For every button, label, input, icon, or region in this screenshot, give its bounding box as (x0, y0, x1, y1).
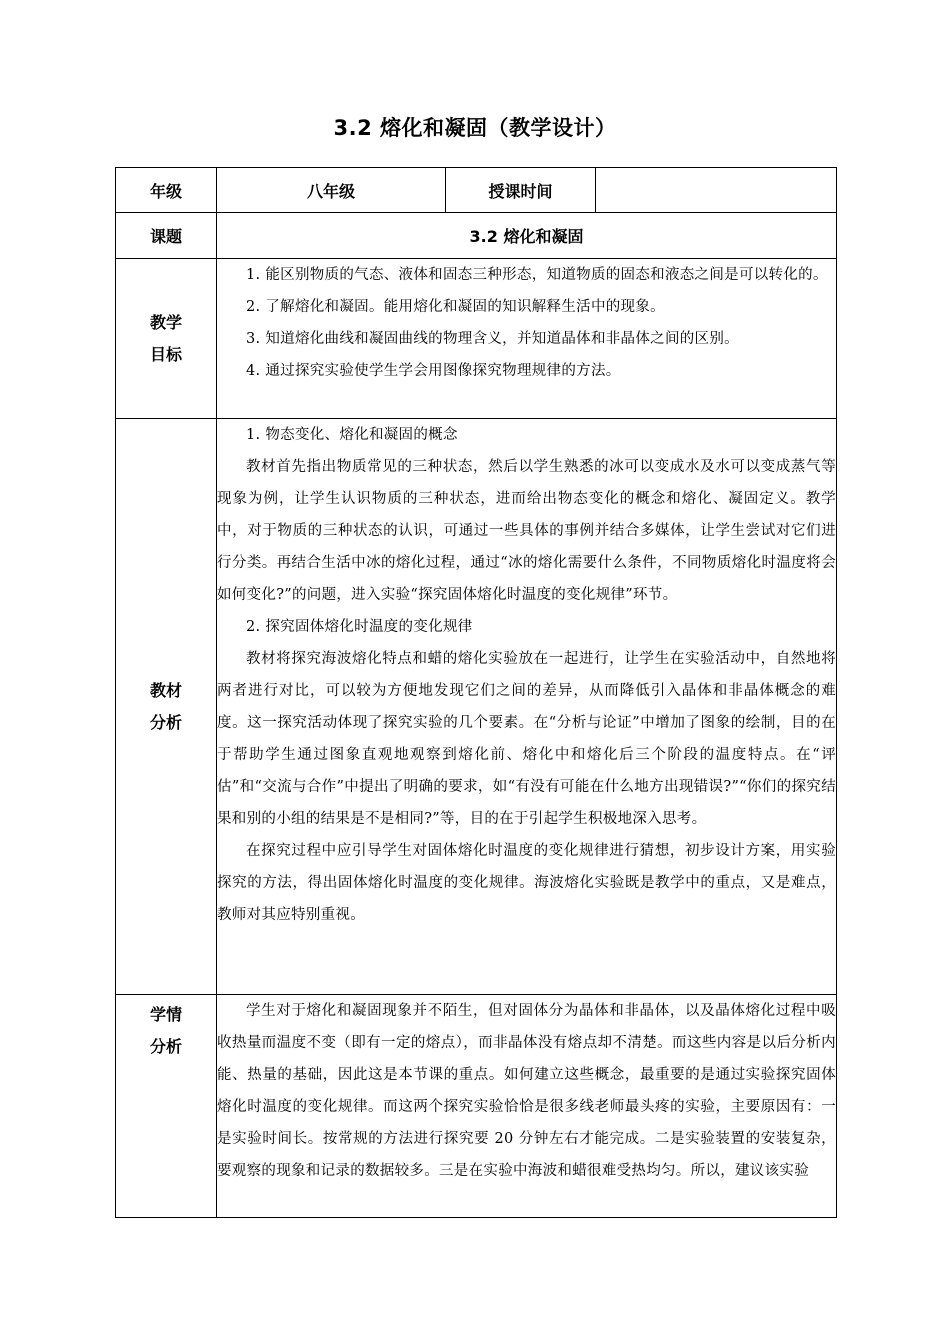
header-row (116, 168, 837, 213)
time-label: 授课时间 (446, 168, 596, 213)
student-label-line2: 分析 (149, 1037, 182, 1056)
objectives-row (116, 259, 837, 419)
document-title: 3.2 熔化和凝固（教学设计） (333, 116, 617, 140)
objectives-label-line1: 教学 (149, 312, 182, 332)
objective-item: 3. 知道熔化曲线和凝固曲线的物理含义，并知道晶体和非晶体之间的区别。 (246, 331, 739, 347)
student-row (116, 995, 837, 1218)
student-content (217, 995, 837, 1218)
objective-item: 4. 通过探究实验使学生学会用图像探究物理规律的方法。 (246, 363, 621, 379)
topic-value: 3.2 熔化和凝固 (217, 213, 837, 259)
topic-row (116, 213, 837, 259)
material-paragraph: 教材将探究海波熔化特点和蜡的熔化实验放在一起进行，让学生在实验活动中，自然地将两者进行对比，可以较为方便地发现它们之间的差异，从而降低引入晶体和非晶体概念的难度。这一探究活动体现了探究实验的几个要素。在“分析与论证”中增加了图象的绘制，目的在于帮助学生通过图象直观地观察到熔化前、熔化中和熔化后三个阶段的温度特点。在“评估”和“交流与合作”中提出了明确的要求，如“有没有可能在什么地方出现错误?”“你们的探究结果和别的小组的结果是不是相同?”等，目的在于引起学生积极地深入思考。 (217, 651, 836, 827)
student-label (116, 995, 217, 1218)
objectives-label-line2: 目标 (149, 344, 182, 364)
material-paragraph: 在探究过程中应引导学生对固体熔化时温度的变化规律进行猜想，初步设计方案，用实验探究的方法，得出固体熔化时温度的变化规律。海波熔化实验既是教学中的重点，又是难点，教师对其应特别重视。 (217, 843, 836, 923)
material-content (217, 419, 837, 995)
topic-label: 课题 (116, 213, 217, 259)
material-label-line1: 教材 (149, 680, 182, 700)
material-paragraph: 教材首先指出物质常见的三种状态，然后以学生熟悉的冰可以变成水及水可以变成蒸气等现象为例，让学生认识物质的三种状态，进而给出物态变化的概念和熔化、凝固定义。教学中，对于物质的三种状态的认识，可通过一些具体的事例并结合多媒体，让学生尝试对它们进行分类。再结合生活中冰的熔化过程，通过“冰的熔化需要什么条件，不同物质熔化时温度将会如何变化?”的问题，进入实验“探究固体熔化时温度的变化规律”环节。 (217, 459, 836, 603)
material-label-line2: 分析 (149, 712, 182, 732)
student-paragraph: 学生对于熔化和凝固现象并不陌生，但对固体分为晶体和非晶体，以及晶体熔化过程中吸收热量而温度不变（即有一定的熔点），而非晶体没有熔点却不清楚。而这些内容是以后分析内能、热量的基础，因此这是本节课的重点。如何建立这些概念，最重要的是通过实验探究固体熔化时温度的变化规律。而这两个探究实验恰恰是很多线老师最头疼的实验，主要原因有：一是实验时间长。按常规的方法进行探究要 20 分钟左右才能完成。二是实验装置的安装复杂，要观察的现象和记录的数据较多。三是在实验中海波和蜡很难受热均匀。所以，建议该实验 (217, 1003, 836, 1179)
objective-item: 2. 了解熔化和凝固。能用熔化和凝固的知识解释生活中的现象。 (246, 299, 665, 315)
objective-item: 1. 能区别物质的气态、液体和固态三种形态，知道物质的固态和液态之间是可以转化的。 (246, 267, 828, 283)
material-paragraph: 2. 探究固体熔化时温度的变化规律 (246, 619, 473, 635)
time-value (596, 168, 837, 213)
student-label-line1: 学情 (149, 1005, 182, 1024)
objectives-content (217, 259, 837, 419)
lesson-plan-table (115, 167, 837, 1218)
grade-value: 八年级 (217, 168, 446, 213)
grade-label: 年级 (116, 168, 217, 213)
material-paragraph: 1. 物态变化、熔化和凝固的概念 (246, 427, 458, 443)
objectives-label (116, 259, 217, 419)
material-row (116, 419, 837, 995)
material-label (116, 419, 217, 995)
